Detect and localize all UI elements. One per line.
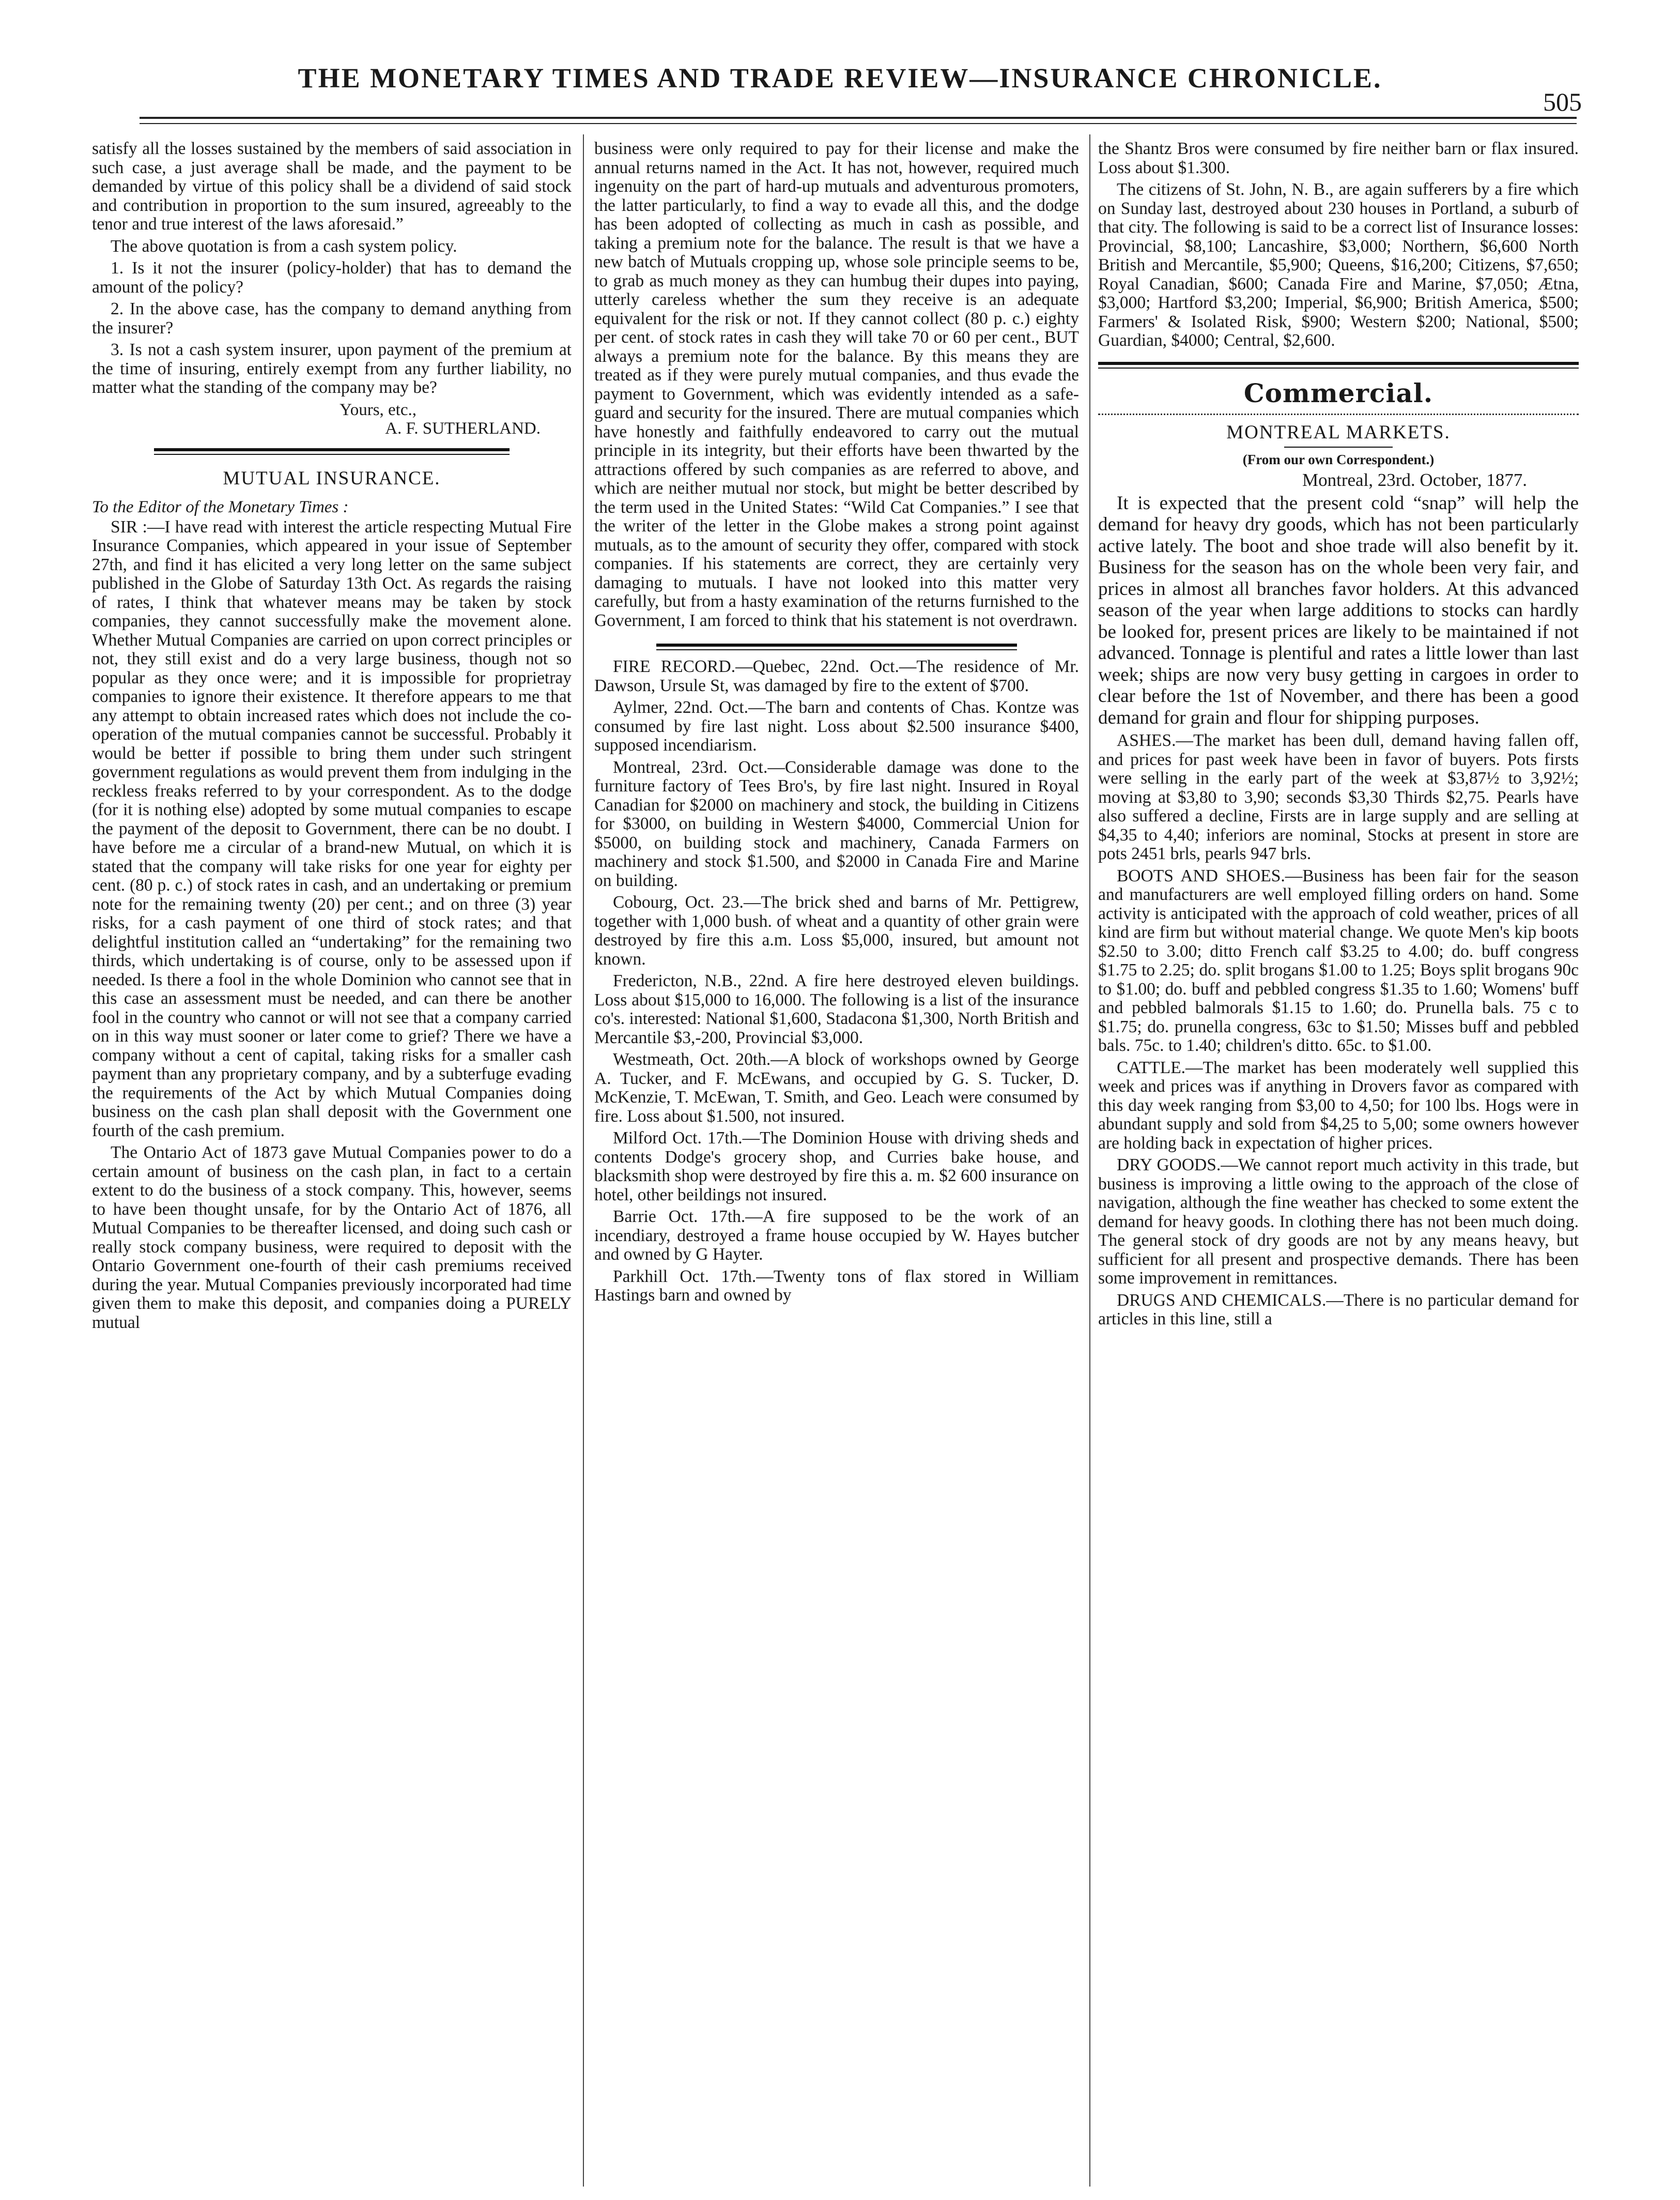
signature: A. F. SUTHERLAND. xyxy=(385,419,541,438)
page-number: 505 xyxy=(1543,87,1582,116)
market-report-ashes: ASHES.—The market has been dull, demand having fallen off, and prices for past week have been in favor of buyers. Pots firsts were selling in the early part of the week at $3,87½ to 3,92½; moving at $3,80 to 3,90; seconds $3,30 Thirds $2,75. Pearls have also suffered a decline, Firsts are in large supply and are selling at $4,35 to 4,40; inferiors are nominal, Stocks at present in store are pots 2451 brls, pearls 947 brls. xyxy=(1098,731,1579,863)
market-intro xyxy=(1098,493,1579,729)
section-rule-thin xyxy=(656,649,1017,650)
letter-continuation: business were only required to pay for their license and make the annual returns named in the Act. It has not, however, required much ingenuity on the part of hard-up mutuals and adventurous promoters, the latter particularly, to find a way to evade all this, and the dodge has been adopted of collecting as much in cash as possible, and taking a premium note for the balance. The result is that we have a new batch of Mutuals cropping up, whose sole principle seems to be, to grab as much money as they can humbug their dupes into paying, utterly careless whether the sum they receive is an adequate equivalent for the risk or not. If they cannot collect (80 p. c.) eighty per cent. of stock rates in cash they will take 70 or 60 per cent., BUT always a premium note for the balance. By this means they are treated as if they were purely mutual companies, and thus evade the payment to Government, which was evidently intended as a safe-guard and security for the insured. There are mutual companies which have honestly and faithfully endeavored to carry out the mutual principle in its integrity, but their efforts have been thwarted by the attractions offered by such companies as are referred to above, and which are neither mutual nor stock, but might be better described by the term used in the United States: “Wild Cat Companies.” I see that the writer of the letter in the Globe makes a strong point against mutuals, as to the amount of security they offer, compared with stock companies. If his statements are correct, they are certainly very damaging to mutuals. I have not looked into this matter very carefully, but from a hasty examination of the returns furnished to the Government, I am forced to think that his statement is not overdrawn. xyxy=(594,140,1079,630)
column-divider-left xyxy=(583,134,584,2187)
paragraph: The above quotation is from a cash system policy. xyxy=(111,236,457,256)
market-report-boots: BOOTS AND SHOES.—Business has been fair for the season and manufacturers are well employed filling orders on hand. Some activity is anticipated with the approach of cold weather, prices of all kind are firm but without material change. We quote Men's kip boots $2.50 to 3.00; ditto French calf $3.25 to 4.00; do. buff congress $1.75 to 2.25; do. split brogans $1.00 to 1.25; Boys split brogans 90c to $1.00; do. buff and pebbled congress $1.35 to 1.60; Womens' buff and pebbled balmorals $1.15 to 1.60; do. Prunella bals. 75 c to $1.75; do. prunella congress, 63c to $1.50; Misses buff and pebbled bals. 75c. to 1.40; children's ditto. 65c. to $1.00. xyxy=(1098,866,1579,1055)
letter-continuation: satisfy all the losses sustained by the members of said association in such case, a just average shall be made, and the payment to be demanded by virtue of this policy shall be a dividend of said stock and contribution in proportion to the sum insured, agreeably to the tenor and true interest of the laws aforesaid.” xyxy=(92,140,572,234)
column-1 xyxy=(92,140,572,2181)
section-rule-thin xyxy=(154,454,510,455)
section-rule-heavy xyxy=(656,644,1017,647)
question-3: 3. Is not a cash system insurer, upon payment of the premium at the time of insuring, entirely exempt from any further liability, no matter what the standing of the company may be? xyxy=(92,340,572,397)
section-rule-heavy xyxy=(1098,362,1579,365)
letter-body: The Ontario Act of 1873 gave Mutual Companies power to do a certain amount of business on the cash plan, in fact to a certain extent to do the business of a stock company. This, however, seems to have been thought unsafe, for by the Ontario Act of 1876, all Mutual Companies to be thereafter licensed, and doing such cash or really stock company business, were required to deposit with the Ontario Government one-fourth of their cash premiums received during the year. Mutual Companies previously incorporated had time given them to make this deposit, and companies doing a PURELY mutual xyxy=(92,1143,572,1332)
fire-record-item: Aylmer, 22nd. Oct.—The barn and contents of Chas. Kontze was consumed by fire last night. Loss about $2.500 insurance $400, supposed incendiarism. xyxy=(594,698,1079,755)
question-1: 1. Is it not the insurer (policy-holder) that has to demand the amount of the policy? xyxy=(92,258,572,297)
section-rule-heavy xyxy=(154,448,510,451)
closing: Yours, etc., xyxy=(340,400,417,419)
market-report-dry-goods: DRY GOODS.—We cannot report much activity in this trade, but business is improving a little owing to the approach of the close of navigation, although the fine weather has checked to some extent the demand for heavy goods. In clothing there has not been much doing. The general stock of dry goods are not by any means heavy, but sufficient for all present and prospective demands. There has been some improvement in remittances. xyxy=(1098,1155,1579,1288)
column-divider-right xyxy=(1089,134,1090,2187)
heading-rule xyxy=(1284,447,1393,448)
column-2 xyxy=(594,140,1079,2181)
page-header xyxy=(0,0,1680,129)
column-3 xyxy=(1098,140,1579,2181)
header-rule-thin xyxy=(140,123,1577,124)
fire-record-item: Barrie Oct. 17th.—A fire supposed to be the work of an incendiary, destroyed a frame house occupied by W. Hayes butcher and owned by G Hayter. xyxy=(594,1207,1079,1264)
byline: (From our own Correspondent.) xyxy=(1242,451,1435,467)
dateline: Montreal, 23rd. October, 1877. xyxy=(1302,469,1527,490)
paragraph: It is expected that the present cold “snap” will help the demand for heavy dry goods, which has not been particularly active lately. The boot and shoe trade will also benefit by it. Business for the season has on the whole been very fair, and prices in almost all branches favor holders. At this advanced season of the year when large additions to stocks can hardly be looked for, present prices are likely to be maintained if not advanced. Tonnage is plentiful and rates a little lower than last week; ships are now very busy getting in cargoes in order to clear before the 1st of November, and there has been a good demand for grain and flour for shipping purposes. xyxy=(1098,492,1579,728)
fire-record-item: Cobourg, Oct. 23.—The brick shed and barns of Mr. Pettigrew, together with 1,000 bush. of wheat and a quantity of other grain were destroyed by fire this a.m. Loss $5,000, insured, but amount not known. xyxy=(594,893,1079,969)
fire-record-item: The citizens of St. John, N. B., are again sufferers by a fire which on Sunday last, destroyed about 230 houses in Portland, a suburb of that city. The following is said to be a correct list of Insurance losses: Provincial, $8,100; Lancashire, $3,000; Northern, $6,600 North British and Mercantile, $5,900; Queens, $16,200; Citizens, $7,650; Royal Canadian, $600; Canada Fire and Marine, $7,050; Ætna, $3,000; Hartford $3,200; Imperial, $6,900; British America, $500; Farmers' & Isolated Risk, $900; Western $200; National, $500; Guardian, $4000; Central, $2,600. xyxy=(1098,180,1579,350)
article-heading: MONTREAL MARKETS. xyxy=(1226,421,1451,443)
fire-record-item: Milford Oct. 17th.—The Dominion House with driving sheds and contents Dodge's grocery shop, and Curries bake house, and blacksmith shop were destroyed by fire this a. m. $2 600 insurance on hotel, other beildings not insured. xyxy=(594,1128,1079,1204)
fire-record-item: Westmeath, Oct. 20th.—A block of workshops owned by George A. Tucker, and F. McEwans, and occupied by G. S. Tucker, D. McKenzie, T. McEwan, T. Smith, and Geo. Leach were consumed by fire. Loss about $1.500, not insured. xyxy=(594,1050,1079,1126)
section-title: Commercial. xyxy=(1243,377,1434,408)
letter-body: SIR :—I have read with interest the article respecting Mutual Fire Insurance Companies, which appeared in your issue of September 27th, and find it has elicited a very long letter on the same subject published in the Globe of Saturday 13th Oct. As regards the raising of rates, I think that whatever means may be taken by stock companies, they cannot successfully make the movement alone. Whether Mutual Companies are carried on upon correct principles or not, they still exist and do a very large business, though not so popular as they once were; and it is impossible for proprietray companies to ignore their existence. It therefore appears to me that any attempt to obtain increased rates which does not include the co-operation of the mutual companies cannot be successful. Probably it would be better if possible to bring them under such stringent government regulations as would prevent them from indulging in the reckless freaks referred to by your correspondent. As to the dodge (for it is nothing else) adopted by some mutual companies to escape the payment of the deposit to Government, there can be no doubt. I have before me a circular of a brand-new Mutual, on which it is stated that the company will take risks for one year for eighty per cent. (80 p. c.) of stock rates in cash, and an undertaking or premium note for the remaining twenty (20) per cent.; and on three (3) year risks, for a cash payment of one third of stock rates; and that delightful institution called an “undertaking” for the remaining two thirds, which undertaking is of course, only to be assessed upon if needed. Is there a fool in the whole Dominion who cannot see that in this case an assessment must be needed, and can there be another fool in the country who cannot or will not see that a company carried on in this way must sooner or later come to grief? There we have a company without a cent of capital, taking risks for a smaller cash payment than any proprietary company, and by a subterfuge evading the requirements of the Act by which Mutual Companies doing business on the cash plan shall deposit with the Government one fourth of the cash premium. xyxy=(92,517,572,1140)
market-report-cattle: CATTLE.—The market has been moderately well supplied this week and prices was if anything in Drovers favor as compared with this day week ranging from $3,00 to 4,50; for 100 lbs. Hogs were in abundant supply and sold from $4,25 to 5,00; some owners however are holding back in expectation of higher prices. xyxy=(1098,1058,1579,1153)
fire-record-item: Fredericton, N.B., 22nd. A fire here destroyed eleven buildings. Loss about $15,000 to 16,000. The following is a list of the insurance co's. interested: National $1,600, Stadacona $1,300, North British and Mercantile $3,-200, Provincial $3,000. xyxy=(594,971,1079,1047)
question-2: 2. In the above case, has the company to demand anything from the insurer? xyxy=(92,299,572,338)
fire-record-item: FIRE RECORD.—Quebec, 22nd. Oct.—The residence of Mr. Dawson, Ursule St, was damaged by fire to the extent of $700. xyxy=(594,657,1079,695)
header-rule-thick xyxy=(140,117,1577,119)
fire-record-continuation: the Shantz Bros were consumed by fire neither barn or flax insured. Loss about $1.300. xyxy=(1098,140,1579,177)
section-rule-thin xyxy=(1098,368,1579,369)
fire-record-item: Parkhill Oct. 17th.—Twenty tons of flax stored in William Hastings barn and owned by xyxy=(594,1266,1079,1305)
fire-record-item: Montreal, 23rd. Oct.—Considerable damage was done to the furniture factory of Tees Bro's, by fire last night. Insured in Royal Canadian for $2000 on machinery and stock, the building in Citizens for $3000, on building in Western $4000, Commercial Union for $5000, on building stock and machinery, Canada Farmers on machinery and stock $1.500, and $2000 in Canada Fire and Marine on building. xyxy=(594,757,1079,890)
ornamental-rule xyxy=(1098,414,1579,415)
salutation: To the Editor of the Monetary Times : xyxy=(92,497,349,516)
article-heading: MUTUAL INSURANCE. xyxy=(223,467,441,489)
running-title: THE MONETARY TIMES AND TRADE REVIEW—INSURANCE CHRONICLE. xyxy=(298,63,1382,94)
market-report-drugs: DRUGS AND CHEMICALS.—There is no particular demand for articles in this line, still a xyxy=(1098,1290,1579,1328)
